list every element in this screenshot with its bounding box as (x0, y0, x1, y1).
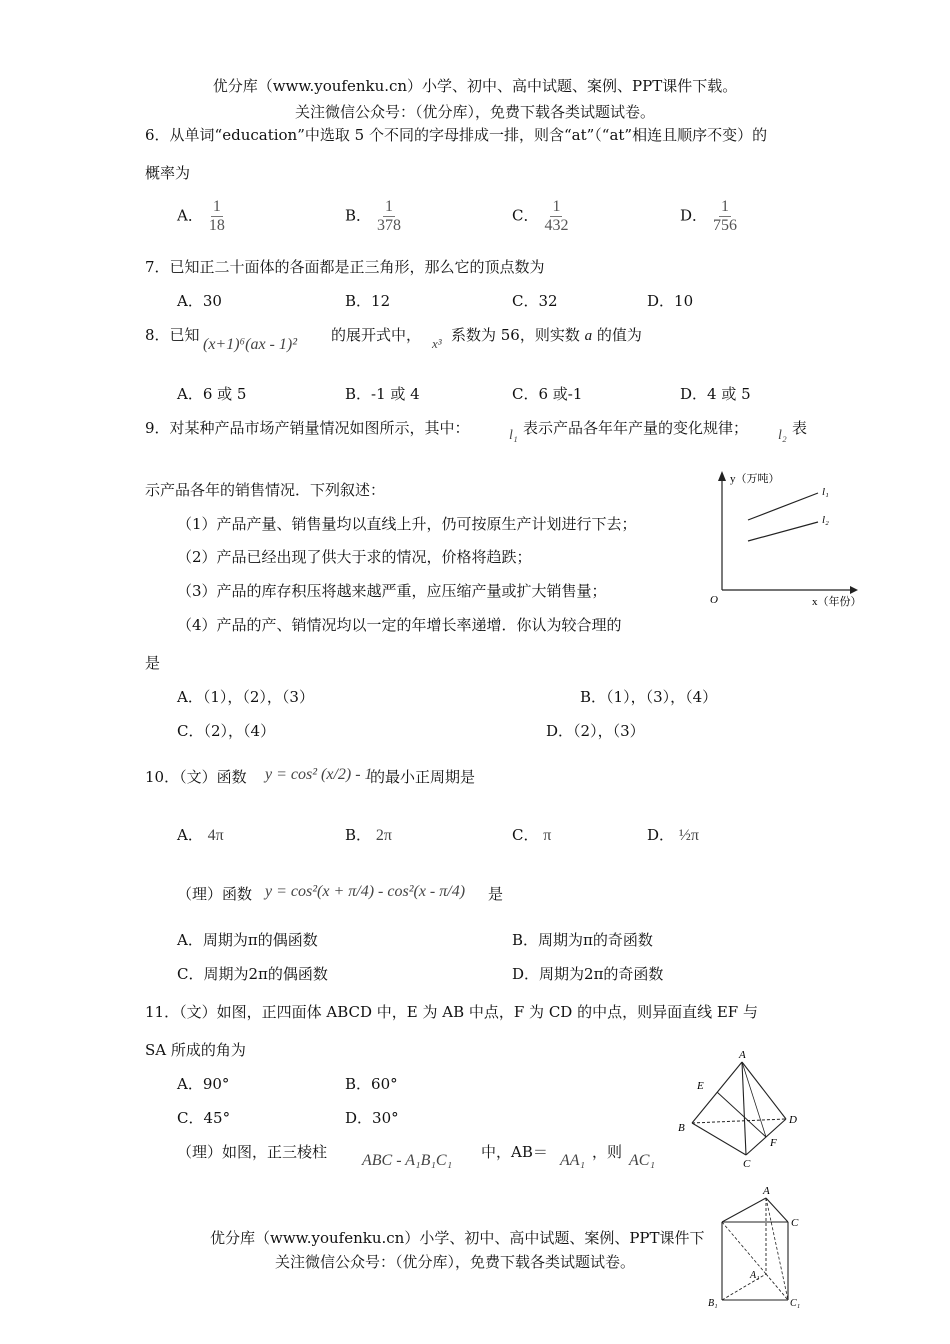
q11-li-then: ，则 (592, 1143, 623, 1161)
label-f: F (770, 1137, 777, 1149)
q10-wen-option-c: C． π (512, 826, 552, 844)
q8-option-d: D．4 或 5 (680, 385, 751, 403)
q8-prefix: 8．已知 (145, 326, 200, 344)
q6-option-a: A． $\frac{1}{18}$ (177, 198, 225, 234)
label-b: B (678, 1122, 685, 1134)
prism-figure (702, 1182, 812, 1312)
q9-l1-symbol: l₁ (509, 428, 518, 443)
q11-li-ac1: AC₁ (629, 1152, 656, 1169)
q7-option-b: B．12 (345, 292, 391, 310)
q11-li-prism: ABC - A₁B₁C₁ (362, 1152, 453, 1169)
page-header-line1: 优分库（www.youfenku.cn）小学、初中、高中试题、案例、PPT课件下载。 (212, 77, 738, 95)
q9-stem-line1b: 表示产品各年年产量的变化规律； (523, 419, 749, 437)
label-c1: C₁ (790, 1298, 801, 1309)
page-footer-line2: 关注微信公众号：（优分库），免费下载各类试题试卷。 (275, 1253, 636, 1271)
q6-option-c: C． $\frac{1}{432}$ (512, 198, 569, 234)
q11-li-mid: 中，AB＝ (481, 1143, 548, 1161)
q7-option-a: A．30 (177, 292, 222, 310)
q9-statement-1: （1）产品产量、销售量均以直线上升，仍可按原生产计划进行下去； (177, 515, 637, 533)
q10-wen-suffix: 的最小正周期是 (370, 768, 476, 786)
q9-stem-tail: 是 (145, 654, 161, 672)
diag-ba1 (722, 1222, 766, 1274)
page-footer-line1: 优分库（www.youfenku.cn）小学、初中、高中试题、案例、PPT课件下 (210, 1229, 705, 1247)
q9-stem-line1a: 9．对某种产品市场产销量情况如图所示，其中： (145, 419, 470, 437)
q9-sales-graph (700, 465, 870, 615)
edge-ac (742, 1062, 746, 1155)
label-c: C (743, 1158, 751, 1170)
q9-statement-3: （3）产品的库存积压将越来越严重，应压缩产量或扩大销售量； (177, 582, 607, 600)
q6-option-d: D． $\frac{1}{756}$ (680, 198, 738, 234)
page-header-line2: 关注微信公众号：（优分库），免费下载各类试题试卷。 (294, 103, 655, 121)
q8-middle: 的展开式中， (331, 326, 422, 344)
edge-top-ac (766, 1198, 788, 1222)
edge-ad (742, 1062, 786, 1119)
graph-label-l2: l₂ (822, 514, 829, 526)
tetrahedron-figure (672, 1045, 812, 1170)
q10-li-suffix: 是 (488, 885, 504, 903)
label-b1: B₁ (708, 1298, 718, 1309)
q11-option-d: D．30° (345, 1109, 399, 1127)
q6-option-b: B． $\frac{1}{378}$ (345, 198, 402, 234)
q9-stem-line1c: 表 (792, 419, 808, 437)
graph-x-label: x（年份） (812, 596, 862, 608)
q10-li-option-c: C．周期为2π的偶函数 (177, 965, 328, 983)
label-a1: A₁ (750, 1270, 760, 1281)
q8-option-a: A．6 或 5 (177, 385, 247, 403)
q6-stem-line1: 6．从单词“education”中选取 5 个不同的字母排成一排，则含“at”（“at”相连且顺序不变）的 (145, 126, 768, 144)
q10-wen-formula: y = cos² (x/2) - 1 (265, 766, 373, 783)
q11-li-prefix: （理）如图，正三棱柱 (177, 1143, 328, 1161)
q9-statement-2: （2）产品已经出现了供大于求的情况，价格将趋跌； (177, 548, 532, 566)
q11-stem-line2: SA 所成的角为 (145, 1041, 246, 1059)
diag-ac1 (766, 1198, 788, 1300)
graph-x-arrow (850, 586, 858, 594)
q11-stem-line1: 11．（文）如图，正四面体 ABCD 中，E 为 AB 中点，F 为 CD 的中点，则异面直线 EF 与 (145, 1003, 758, 1021)
label-c: C (791, 1217, 799, 1229)
q10-li-option-d: D．周期为2π的奇函数 (512, 965, 664, 983)
edge-bottom-a1c1 (766, 1274, 788, 1300)
q11-option-a: A．90° (177, 1075, 230, 1093)
q10-wen-prefix: 10．（文）函数 (145, 768, 247, 786)
q9-option-d: D．（2），（3） (546, 722, 645, 740)
q11-option-b: B．60° (345, 1075, 398, 1093)
q9-statement-4: （4）产品的产、销情况均以一定的年增长率递增．你认为较合理的 (177, 616, 622, 634)
q8-option-c: C．6 或-1 (512, 385, 583, 403)
q9-l2-symbol: l₂ (778, 428, 787, 443)
q8-formula: (x+1)⁶(ax - 1)² (203, 336, 297, 353)
q10-wen-option-d: D． ½π (647, 826, 699, 844)
edge-bd (692, 1119, 786, 1123)
q9-stem-line2: 示产品各年的销售情况．下列叙述： (145, 481, 386, 499)
edge-bc (692, 1123, 746, 1155)
q8-x3: x³ (432, 336, 442, 351)
q9-option-b: B．（1），（3），（4） (580, 688, 718, 706)
graph-y-arrow (718, 471, 726, 481)
q10-li-formula: y = cos²(x + π/4) - cos²(x - π/4) (265, 883, 466, 900)
q7-stem: 7．已知正二十面体的各面都是正三角形，那么它的顶点数为 (145, 258, 545, 276)
q10-li-option-a: A．周期为π的偶函数 (177, 931, 318, 949)
edge-top-ab (722, 1198, 766, 1222)
graph-line-l2 (748, 522, 818, 541)
q9-option-c: C．（2），（4） (177, 722, 276, 740)
q10-li-prefix: （理）函数 (177, 885, 253, 903)
graph-line-l1 (748, 493, 818, 520)
q10-li-option-b: B．周期为π的奇函数 (512, 931, 653, 949)
graph-label-l1: l₁ (822, 486, 829, 498)
label-a: A (739, 1049, 746, 1061)
graph-y-label: y（万吨） (730, 473, 780, 485)
q8-stem-tail: 系数为 56，则实数 a 的值为 (451, 326, 642, 344)
q10-wen-option-b: B． 2π (345, 826, 392, 844)
q9-option-a: A．（1），（2），（3） (177, 688, 314, 706)
q11-li-aa1: AA₁ (560, 1152, 586, 1169)
q8-option-b: B．-1 或 4 (345, 385, 420, 403)
label-d: D (789, 1114, 797, 1126)
label-e: E (697, 1080, 704, 1092)
label-a: A (763, 1185, 770, 1197)
q7-option-c: C．32 (512, 292, 558, 310)
q7-option-d: D．10 (647, 292, 694, 310)
graph-origin: O (710, 594, 718, 606)
q10-wen-option-a: A． 4π (177, 826, 224, 844)
q11-option-c: C．45° (177, 1109, 231, 1127)
q6-stem-line2: 概率为 (145, 164, 191, 182)
